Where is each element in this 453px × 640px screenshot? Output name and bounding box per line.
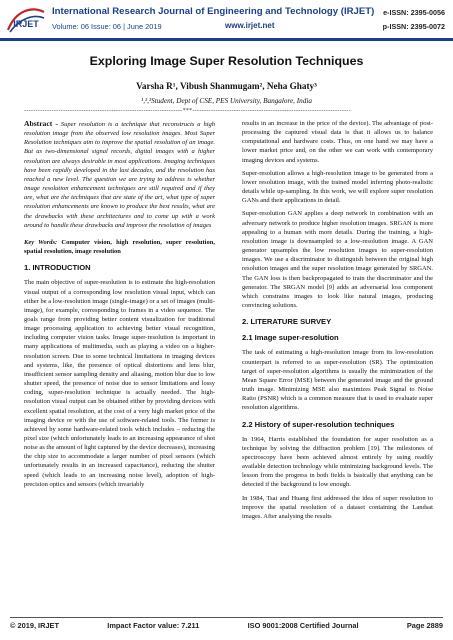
subsection-2-2-paragraph-2: In 1984, Tsai and Huang first addressed the idea of super resolution to improve the spatial resolution of a dataset containing the Landsat images. After analysing the results: [242, 494, 433, 520]
right-column: [242, 119, 433, 525]
author-affiliation: ¹,²,³Student, Dept of CSE, PES University, Bangalore, India: [141, 97, 312, 105]
right-paragraph-3: Super-resolution GAN applies a deep network in combination with an adversary network to produce higher resolution images. SRGAN is more appealing to a human with more details. During the training, a high-resolution image is downsampled to a low-resolution image. A GAN generator upsamples the low resolution images to super-resolution images. We use a discriminator to distinguish between the original high resolution images and the super resolution image generated by SRGAN. The GAN loss is then backpropagated to train the discriminator and the generator. The SRGAN model [9] adds an adversarial loss component which constrains images to look like natural images, producing convincing solutions.: [242, 210, 433, 309]
section-separator: ---------------------------------------------------------------------***---------------------------------------------------------------------: [24, 108, 352, 114]
subsection-2-2-paragraph-1: In 1964, Harris established the foundation for super resolution as a technique by solving the diffraction problem [19]. The milestones of spectroscopy have been achieved almost entirely by using readily available detection technology while minimizing background levels. The lesson from the progress in both fields is basically that anything can be detected if the background is low enough.: [242, 435, 433, 489]
journal-name: International Research Journal of Engineering and Technology (IRJET): [52, 6, 375, 17]
footer-iso: ISO 9001:2008 Certified Journal: [247, 621, 359, 630]
irjet-logo: [6, 4, 46, 34]
intro-heading: 1. INTRODUCTION: [24, 263, 91, 273]
literature-heading: 2. LITERATURE SURVEY: [242, 317, 332, 327]
subsection-2-1-heading: 2.1 Image super-resolution: [242, 333, 339, 343]
footer-divider: [10, 617, 443, 618]
header-divider: [0, 38, 453, 41]
abstract-label: Abstract -: [24, 119, 58, 128]
right-paragraph-2: Super-resolution allows a high-resolution image to be generated from a lower resolution image, with the trained model inferring photo-realistic details while up-sampling. In this work, we will explore super resolution GANs and their applications in detail.: [242, 169, 433, 205]
left-column: [24, 119, 215, 493]
page-footer: [0, 616, 453, 640]
journal-header: [0, 0, 453, 43]
eissn: e-ISSN: 2395-0056: [383, 8, 445, 17]
paper-title: Exploring Image Super Resolution Techniques: [89, 54, 364, 68]
right-paragraph-1: results in an increase in the price of the device). The advantage of post-processing the captured visual data is that it allows us to balance computational and hardware costs. Thus, on one hand we may have a lower market price and, on the other we can work with contemporary imaging devices and systems.: [242, 120, 433, 164]
journal-volume: Volume: 06 Issue: 06 | June 2019: [52, 22, 162, 31]
intro-paragraph: The main objective of super-resolution is to estimate the high-resolution visual output of a corresponding low resolution visual input, which can either be a low-resolution image (single-image) or a set of images (multi-image), for example, corresponding to frames in a video sequence. The goals range from providing better content visualization for traditional image processing application to achieving better visual recognition, including computer vision tasks. Image super-resolution is important in many applications of multimedia, such as playing a video on a higher-resolution screen. Due to some technical limitations in imaging devices and systems, like, the presence of optical distortions and lens blur, insufficient sensor sampling density and aliasing, motion blur due to low shutter speed, the presence of noise due to sensor limitations and lossy coding, super-resolution technique is actually needed. The high-resolution visual output can be obtained either by providing devices with excellent spatial resolution, at the cost of a very high market price of the imaging device or with the use of software-related tools. The former is achieved by some hardware-related tools which includes – reducing the pixel size (which unfortunately leads to an increasing appearance of shot noise as the amount of light captured by the device decreases), increasing the chip size to accommodate a larger number of pixel sensors (which unfortunately results in an increased capacitance), reducing the shutter speed (which leads to an increasing noise level), adoption of high-precision optics and sensors (which invariably: [24, 279, 215, 488]
subsection-2-1-paragraph: The task of estimating a high-resolution image from its low-resolution counterpart is referred to as super-resolution (SR). The optimization target of super-resolution algorithms is usually the minimization of the Mean Square Error (MSE) between the generated image and the ground truth image. Minimizing MSE also maximizes Peak Signal to Noise Ratio (PSNR) which is a common measure that is used to evaluate super resolution algorithms.: [242, 349, 433, 412]
keywords-text: Computer vision, high resolution, super resolution, spatial resolution, image resolution: [24, 238, 215, 256]
keywords-label: Key Words:: [24, 238, 58, 246]
logo-text: IRJET: [13, 19, 39, 29]
subsection-2-2-heading: 2.2 History of super-resolution techniques: [242, 419, 395, 429]
footer-impact-factor: Impact Factor value: 7.211: [107, 621, 200, 630]
keywords: [24, 238, 215, 256]
abstract: [24, 119, 215, 230]
pissn: p-ISSN: 2395-0072: [382, 22, 445, 31]
journal-website[interactable]: www.irjet.net: [225, 21, 275, 30]
footer-page-number: Page 2889: [406, 621, 443, 630]
footer-copyright: © 2019, IRJET: [10, 621, 59, 630]
paper-authors: Varsha R¹, Vibush Shanmugam², Neha Ghaty³: [136, 81, 317, 91]
abstract-text: Super resolution is a technique that reconstructs a high resolution image from the observed low resolution images. Most Super Resolution techniques aim to improve the spatial resolution of an image. But as two-dimensional signal records, digital images with a higher resolution are always desirable in most applications. Imaging techniques have been rapidly developed in the last decades, and the resolution has reached a new level. The question we are trying to address is whether image resolution enhancement techniques are still required and if they are, what are the techniques that are state of the art, what type of super resolution enhancements are known to produce the best results, what are the drawbacks with these architectures and to come up with a work around to handle these drawbacks and improve the resolution of images: [24, 121, 216, 229]
